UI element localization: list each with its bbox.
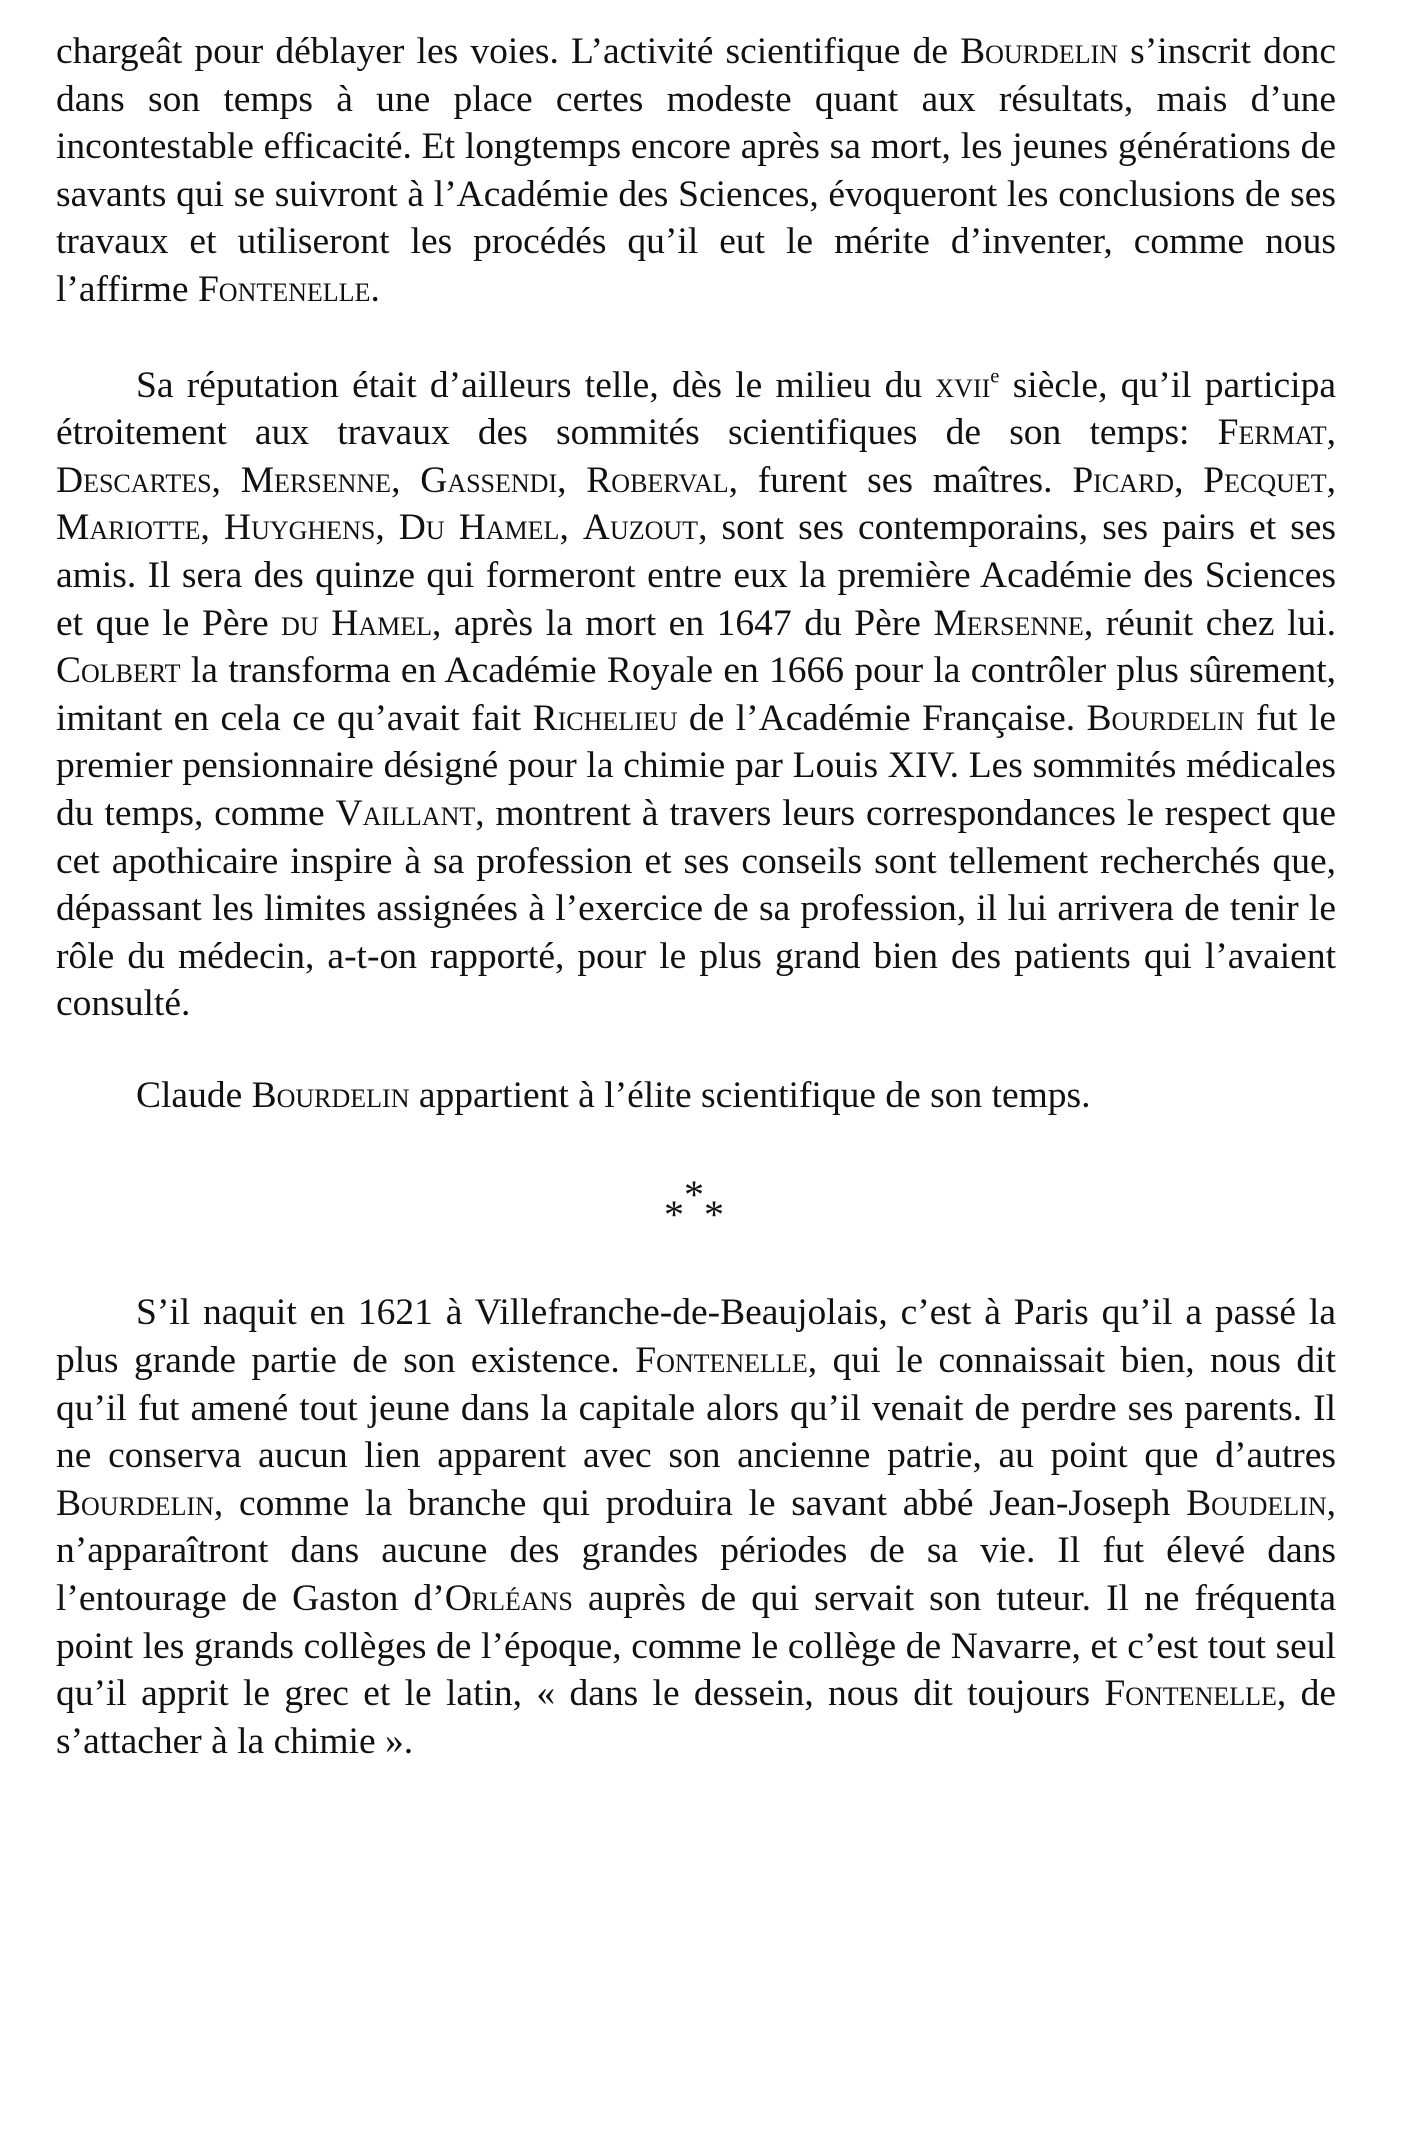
text-run: , comme la branche qui produira le savant abbé Jean-Joseph — [213, 1482, 1187, 1524]
person-name-mariotte: Mariotte — [56, 507, 201, 549]
person-name-bourdelin: Bourdelin — [56, 1482, 214, 1524]
text-run: , — [559, 507, 583, 549]
person-name-colbert: Colbert — [56, 650, 181, 692]
text-run: , — [1174, 459, 1204, 501]
text-run: , n’apparaîtront dans aucune des grandes périodes de sa vie. Il fut élevé dans l’entourage de Gaston d’ — [56, 1482, 1336, 1620]
asterism-star-icon: * — [664, 1192, 684, 1238]
paragraph-2 — [56, 362, 1336, 1028]
person-name-gassendi: Gassendi — [420, 459, 558, 501]
text-run: Sa réputation était d’ailleurs telle, dès le milieu du — [136, 364, 936, 406]
person-name-richelieu: Richelieu — [532, 697, 678, 739]
text-run: , — [1326, 459, 1337, 501]
text-run: , sont ses contemporains, ses pairs et ses amis. Il sera des quinze qui formeront entre eux la première Académie des Sciences et que le Père — [56, 507, 1337, 644]
text-run: , réunit chez lui. — [1083, 602, 1336, 644]
text-run: , qui le connaissait bien, nous dit qu’il fut amené tout jeune dans la capitale alors qu’il venait de perdre ses parents. Il ne conserva aucun lien apparent avec son ancienne patrie, au point que d’autres — [56, 1340, 1336, 1477]
person-name-fontenelle: Fontenelle — [197, 268, 371, 310]
person-name-du-hamel: Du Hamel — [398, 507, 560, 549]
document-page — [56, 28, 1336, 1765]
person-name-roberval: Roberval — [586, 459, 729, 501]
person-name-mersenne: Mersenne — [933, 602, 1084, 644]
century-numeral: xvii — [935, 364, 991, 406]
text-run: , furent ses maîtres. — [728, 459, 1073, 501]
text-run: , — [1326, 412, 1336, 454]
text-run: s’inscrit donc dans son temps à une place certes modeste quant aux résultats, mais d’une incontestable efficacité. Et longtemps encore après sa mort, les jeunes générations de savants qui se suivront à l’Académie des Sciences, évoqueront les conclusions de ses travaux et utiliseront les procédés qu’il eut le mérite d’inventer, comme nous l’affirme — [56, 31, 1336, 310]
person-name-bourdelin: Bourdelin — [1086, 697, 1245, 739]
paragraph-4 — [56, 1289, 1336, 1765]
text-run: , après la mort en 1647 du Père — [432, 602, 934, 644]
text-run: auprès de qui servait son tuteur. Il ne fréquenta point les grands collèges de l’époque, comme le collège de Navarre, et c’est tout seul qu’il apprit le grec et le latin, « dans le dessein, nous dit toujours — [56, 1578, 1336, 1715]
text-run: la transforma en Académie Royale en 1666 pour la contrôler plus sûrement, imitant en cela ce qu’avait fait — [56, 650, 1336, 739]
person-name-fontenelle: Fontenelle — [1104, 1673, 1277, 1715]
text-run: de l’Académie Française. — [677, 697, 1087, 739]
text-run: chargeât pour déblayer les voies. L’activité scientifique de — [56, 31, 961, 72]
text-run: , — [200, 507, 224, 549]
asterism-star-icon: * — [704, 1192, 724, 1238]
text-run: Claude — [136, 1074, 252, 1116]
person-name-fermat: Fermat — [1217, 412, 1327, 454]
person-name-bourdelin: Bourdelin — [251, 1074, 410, 1116]
century-superscript: e — [990, 365, 1000, 388]
person-name-boudelin: Boudelin — [1186, 1482, 1327, 1524]
text-run: , de s’attacher à la chimie ». — [56, 1673, 1336, 1762]
person-name-bourdelin: Bourdelin — [960, 31, 1118, 72]
text-run: , montrent à travers leurs correspondances le respect que cet apothicaire inspire à sa profession et ses conseils sont tellement recherchés que, dépassant les limites assignées à l’exercice de sa profession, il lui arrivera de tenir le rôle du médecin, a-t-on rapporté, pour le plus grand bien des patients qui l’avaient consulté. — [56, 792, 1336, 1025]
text-run: appartient à l’élite scientifique de son temps. — [409, 1074, 1091, 1116]
text-run: S’il naquit en 1621 à Villefranche-de-Beaujolais, c’est à Paris qu’il a passé la plus grande partie de son existence. — [56, 1292, 1336, 1382]
paragraph-1 — [56, 28, 1336, 314]
person-name-mersenne: Mersenne — [240, 459, 392, 501]
person-name-pecquet: Pecquet — [1203, 459, 1327, 501]
text-run: fut le premier pensionnaire désigné pour la chimie par Louis XIV. Les sommités médicales du temps, comme — [56, 697, 1336, 834]
person-name-picard: Picard — [1072, 459, 1175, 501]
person-name-vaillant: Vaillant — [335, 792, 476, 834]
person-name-auzout: Auzout — [582, 507, 699, 549]
text-run: . — [370, 268, 380, 310]
paragraph-3 — [56, 1072, 1336, 1120]
asterism-star-icon: * — [684, 1172, 704, 1218]
person-name-descartes: Descartes — [56, 459, 212, 501]
text-run: siècle, qu’il participa étroitement aux travaux des sommités scientifiques de son temps: — [56, 364, 1336, 454]
person-name-du-hamel: du Hamel — [281, 602, 433, 644]
text-run: , — [211, 459, 241, 501]
text-run: , — [391, 459, 421, 501]
person-name-huyghens: Huyghens — [224, 507, 376, 549]
text-run: , — [557, 459, 587, 501]
person-name-fontenelle: Fontenelle — [635, 1340, 808, 1382]
text-run: , — [375, 507, 399, 549]
asterism-separator — [656, 1172, 736, 1245]
person-name-orleans: Orléans — [444, 1578, 573, 1620]
